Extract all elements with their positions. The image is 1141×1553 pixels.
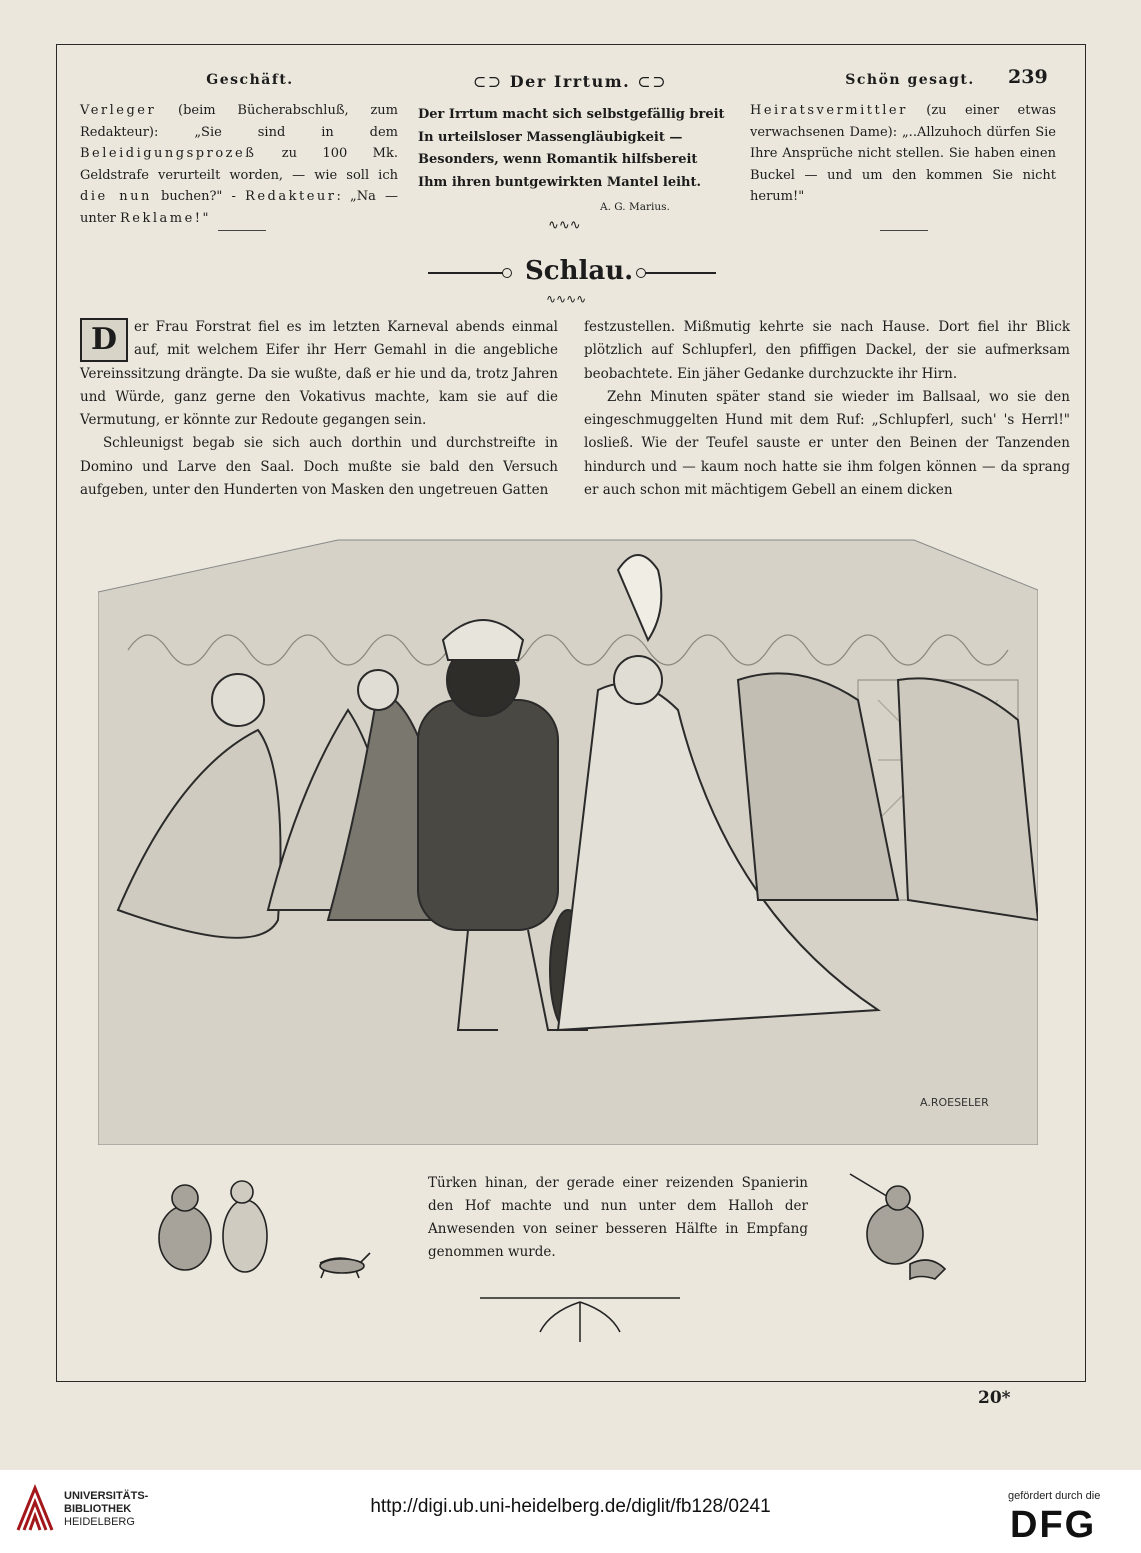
poem-title: Der Irrtum. bbox=[509, 72, 631, 91]
column-heading-irrtum: ⊂⊃ Der Irrtum. ⊂⊃ bbox=[472, 72, 668, 91]
dfg-logo: DFG bbox=[1010, 1504, 1097, 1546]
paragraph-text: er Frau Forstrat fiel es im letzten Karneval abends einmal auf, mit welchem Eifer ihr Herr Gemahl in die angebliche Vereinssitzung drängte. Da sie wußte, daß er hie und da, trotz Jahren und Würde, ganz gerne den Vokativus machte, kam sie auf die Vermutung, er könnte zur Redoute gegangen sein. bbox=[80, 319, 558, 429]
poem-line: Der Irrtum macht sich selbstgefällig breit bbox=[418, 107, 725, 122]
column-heading-geschaeft: Geschäft. bbox=[206, 72, 294, 88]
text-emph: Beleidigungsprozeß bbox=[80, 146, 257, 161]
library-line-1: UNIVERSITÄTS- bbox=[64, 1490, 149, 1502]
library-line-3: HEIDELBERG bbox=[64, 1516, 135, 1528]
viewer-footer bbox=[0, 1470, 1141, 1553]
story-paragraph bbox=[80, 316, 558, 432]
section-rule bbox=[880, 230, 928, 231]
speaker-verleger: Verleger bbox=[80, 103, 157, 118]
text-segment: zu 100 Mk. Geldstrafe verurteilt worden, — wie soll ich bbox=[80, 146, 398, 183]
story-paragraph: Schleunigst begab sie sich auch dorthin und durchstreifte in Domino und Larve den Saal. Doch mußte sie bald den Versuch aufgeben, unter den Hunderten von Masken den ungetreuen Gatten bbox=[80, 435, 558, 499]
signature-mark: 20* bbox=[978, 1388, 1011, 1408]
squiggle-divider-icon: ∿∿∿ bbox=[548, 218, 581, 233]
ballroom-illustration bbox=[98, 530, 1038, 1145]
poem bbox=[418, 104, 728, 194]
story-title-row bbox=[420, 256, 720, 290]
story-continuation: Türken hinan, der gerade einer reizenden Spanierin den Hof machte und nun unter dem Halloh der Anwesenden von seiner besseren Hälfte in Empfang genommen wurde. bbox=[428, 1175, 808, 1260]
column-text-geschaeft bbox=[80, 100, 398, 229]
column-heading-schoen-gesagt: Schön gesagt. bbox=[845, 72, 975, 88]
story-column-left bbox=[80, 316, 558, 502]
funding-note: gefördert durch die bbox=[1008, 1490, 1101, 1502]
text-segment: (zu einer etwas verwachsenen Dame): „..Allzuhoch dürfen Sie Ihre Ansprüche nicht stellen. Sie haben einen Buckel — und um den kommen Sie nicht herum!" bbox=[750, 103, 1056, 204]
squiggle-divider-icon: ∿∿∿∿ bbox=[546, 292, 587, 306]
page-number: 239 bbox=[1008, 66, 1048, 88]
poem-line: In urteilsloser Massengläubigkeit — bbox=[418, 129, 683, 145]
text-emph: die nun bbox=[80, 189, 152, 204]
text-segment: (beim Bücherabschluß, zum Redakteur): „Sie sind in dem bbox=[80, 103, 398, 140]
illustration-signature: A.ROESELER bbox=[920, 1096, 989, 1109]
poem-line: Besonders, wenn Romantik hilfsbereit bbox=[418, 152, 698, 167]
story-paragraph: festzustellen. Mißmutig kehrte sie nach Hause. Dort fiel ihr Blick plötzlich auf Schlupferl, den pfiffigen Dackel, der sie aufmerksam beobachtete. Ein jäher Gedanke durchzuckte ihr Hirn. bbox=[584, 319, 1070, 382]
speaker-heiratsvermittler: Heiratsvermittler bbox=[750, 103, 908, 118]
speaker-redakteur: Redakteur bbox=[245, 189, 337, 204]
drop-cap: D bbox=[80, 318, 128, 362]
story-column-right bbox=[584, 316, 1070, 502]
permalink-url[interactable]: http://digi.ub.uni-heidelberg.de/diglit/fb128/0241 bbox=[370, 1496, 771, 1517]
poem-line: Ihm ihren buntgewirkten Mantel leiht. bbox=[418, 174, 702, 190]
text-segment: : „Na — unter bbox=[80, 189, 398, 226]
title-ornament-right-icon bbox=[638, 272, 716, 274]
story-title: Schlau. bbox=[525, 256, 634, 286]
text-segment: buchen?" - bbox=[151, 189, 246, 204]
column-text-schoen-gesagt bbox=[750, 100, 1056, 208]
section-rule bbox=[218, 230, 266, 231]
text-emph: Reklame!" bbox=[120, 210, 212, 226]
vignette-couple-and-dog bbox=[150, 1168, 400, 1288]
library-line-2: BIBLIOTHEK bbox=[64, 1503, 132, 1515]
title-ornament-left-icon bbox=[428, 272, 510, 274]
poem-author: A. G. Marius. bbox=[600, 201, 670, 213]
tailpiece-ornament-icon bbox=[480, 1290, 680, 1350]
story-paragraph: Zehn Minuten später stand sie wieder im Ballsaal, wo sie den eingeschmuggelten Hund mit dem Ruf: „Schlupferl, such' 's Herrl!" losließ. Wie der Teufel sauste er unter den Beinen der Tanzenden hindurch und — kaum noch hatte sie ihm folgen können — da sprang er auch schon mit mächtigem Gebell an einem dicken bbox=[584, 388, 1070, 499]
vignette-wife-and-husband bbox=[840, 1164, 960, 1294]
